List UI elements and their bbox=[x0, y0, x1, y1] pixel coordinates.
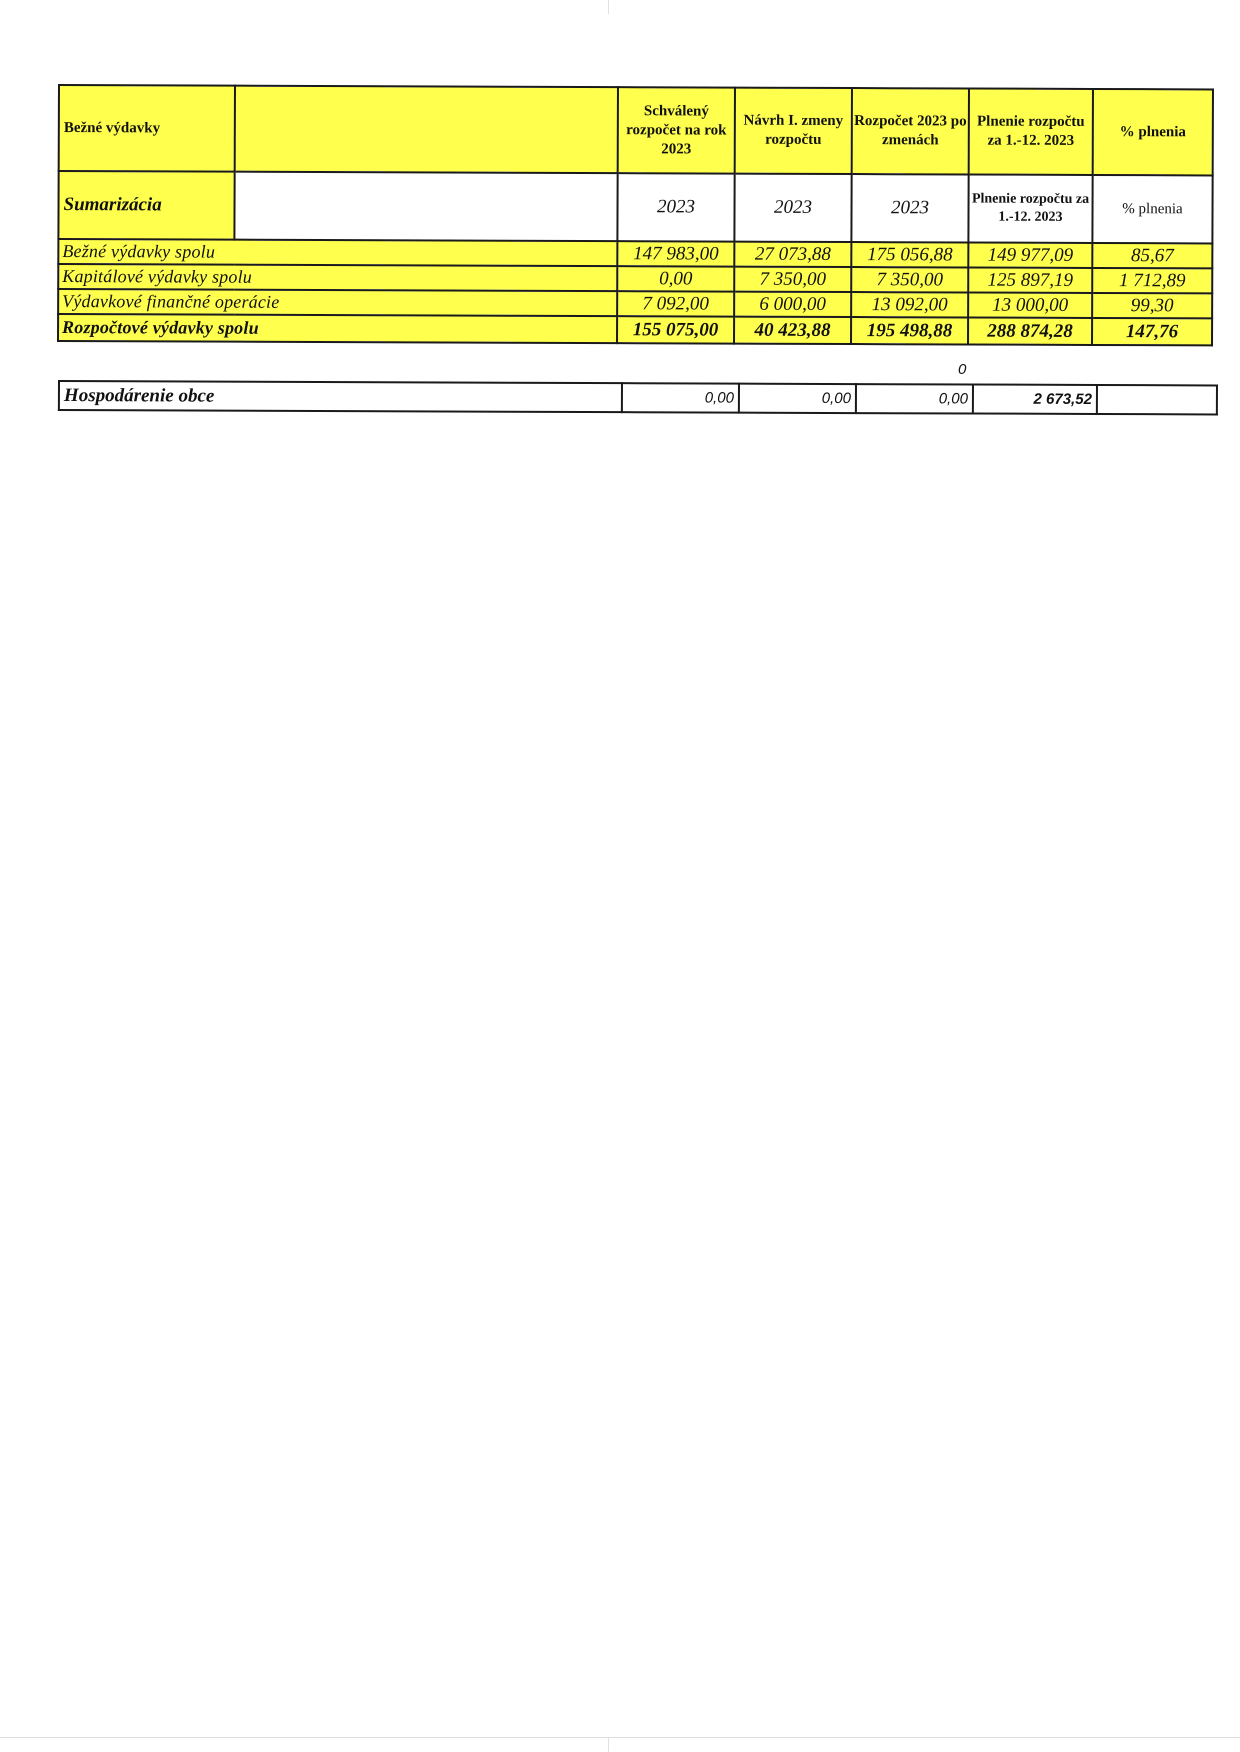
result-value: 0,00 bbox=[856, 384, 973, 413]
cell-value: 149 977,09 bbox=[968, 242, 1092, 267]
cell-value: 7 092,00 bbox=[617, 291, 734, 316]
summary-year-amended: 2023 bbox=[851, 174, 968, 242]
row-label: Rozpočtové výdavky spolu bbox=[58, 314, 617, 343]
cell-value: 7 350,00 bbox=[851, 267, 968, 292]
result-label: Hospodárenie obce bbox=[59, 381, 622, 412]
result-row bbox=[59, 381, 1217, 414]
budget-table bbox=[57, 84, 1214, 346]
cell-value: 0,00 bbox=[617, 266, 734, 291]
row-label: Bežné výdavky spolu bbox=[58, 239, 617, 266]
cell-value: 125 897,19 bbox=[968, 267, 1092, 292]
result-value: 0,00 bbox=[739, 384, 856, 413]
scan-edge-line bbox=[0, 1737, 1240, 1738]
section-label: Bežné výdavky bbox=[59, 85, 235, 172]
cell-value: 13 092,00 bbox=[851, 292, 968, 317]
cell-percent: 99,30 bbox=[1092, 293, 1212, 318]
row-label: Kapitálové výdavky spolu bbox=[58, 264, 617, 291]
result-value: 2 673,52 bbox=[973, 385, 1097, 414]
result-percent bbox=[1097, 385, 1217, 414]
cell-value: 195 498,88 bbox=[851, 317, 968, 344]
cell-percent: 1 712,89 bbox=[1092, 268, 1212, 293]
summary-label: Sumarizácia bbox=[58, 171, 234, 240]
scan-edge-mark bbox=[608, 0, 609, 14]
scan-edge-mark bbox=[608, 1737, 609, 1752]
row-label: Výdavkové finančné operácie bbox=[58, 289, 617, 316]
col-header-approved: Schválený rozpočet na rok 2023 bbox=[618, 87, 735, 173]
cell-percent: 85,67 bbox=[1092, 243, 1212, 268]
header-blank-cell bbox=[235, 86, 618, 173]
col-header-proposal: Návrh I. zmeny rozpočtu bbox=[735, 88, 852, 174]
header-row bbox=[59, 85, 1213, 175]
cell-value: 6 000,00 bbox=[734, 292, 851, 317]
zero-note: 0 bbox=[958, 361, 967, 378]
col-header-execution: Plnenie rozpočtu za 1.-12. 2023 bbox=[969, 88, 1093, 174]
cell-value: 13 000,00 bbox=[968, 292, 1092, 317]
total-row bbox=[58, 314, 1212, 345]
cell-value: 27 073,88 bbox=[734, 242, 851, 267]
cell-value: 155 075,00 bbox=[617, 316, 734, 343]
result-table bbox=[58, 380, 1218, 415]
cell-value: 40 423,88 bbox=[734, 317, 851, 344]
summary-percent-label: % plnenia bbox=[1092, 175, 1212, 243]
summary-year-approved: 2023 bbox=[617, 173, 734, 241]
cell-value: 7 350,00 bbox=[734, 267, 851, 292]
cell-percent: 147,76 bbox=[1092, 318, 1212, 345]
cell-value: 288 874,28 bbox=[968, 317, 1092, 344]
col-header-amended: Rozpočet 2023 po zmenách bbox=[852, 88, 969, 174]
col-header-percent: % plnenia bbox=[1093, 89, 1213, 175]
summary-blank-cell bbox=[234, 172, 617, 241]
cell-value: 175 056,88 bbox=[851, 242, 968, 267]
summary-execution-label: Plnenie rozpočtu za 1.-12. 2023 bbox=[968, 174, 1092, 242]
summary-header-row bbox=[58, 171, 1212, 243]
result-value: 0,00 bbox=[622, 383, 739, 412]
summary-year-proposal: 2023 bbox=[734, 174, 851, 242]
cell-value: 147 983,00 bbox=[617, 241, 734, 266]
